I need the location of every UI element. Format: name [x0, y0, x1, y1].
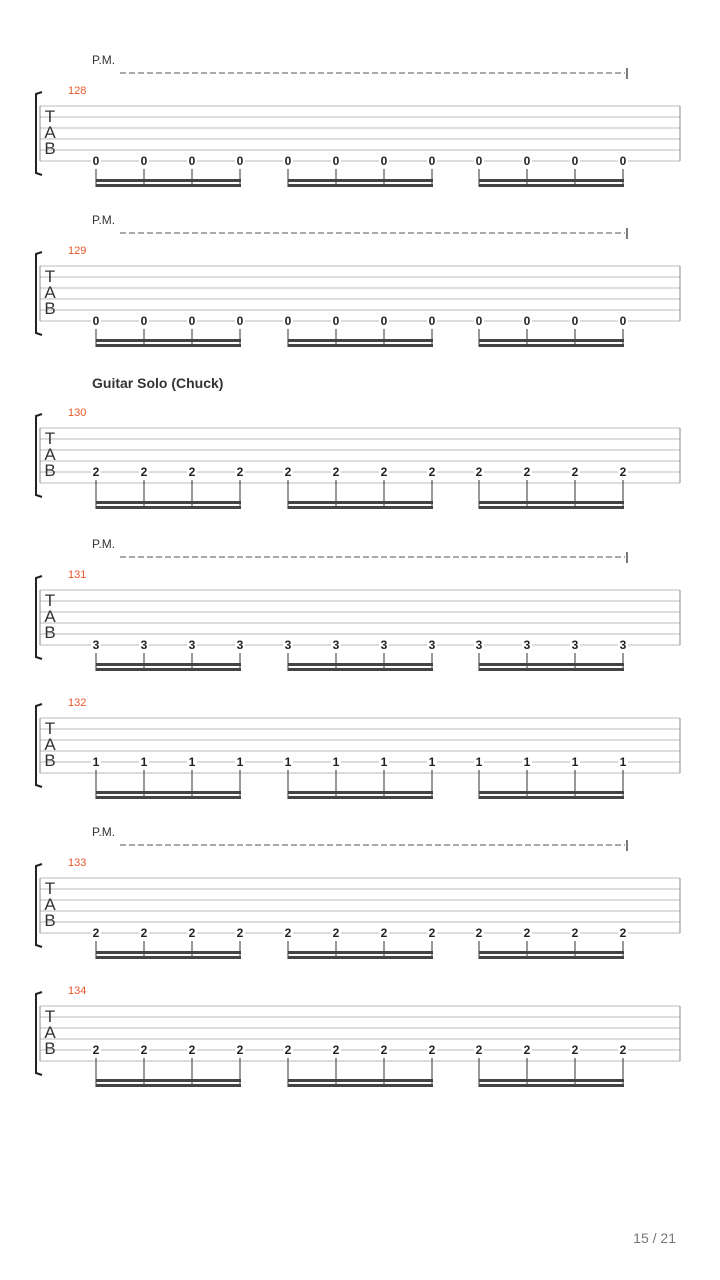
fret-number: 2: [523, 926, 531, 940]
tab-clef-letter: B: [44, 623, 56, 642]
fret-number: 2: [428, 926, 436, 940]
beam-secondary: [288, 184, 433, 187]
beam-primary: [479, 179, 624, 182]
bar-number: 132: [68, 697, 87, 709]
fret-number: 0: [475, 314, 483, 328]
fret-number: 0: [475, 154, 483, 168]
fret-number: 0: [523, 154, 531, 168]
system-bracket: [36, 704, 42, 787]
beam-secondary: [479, 506, 624, 509]
fret-number: 0: [332, 314, 340, 328]
beam-secondary: [96, 344, 241, 347]
fret-number: 2: [188, 926, 196, 940]
fret-number: 2: [571, 926, 579, 940]
tab-clef-letter: A: [44, 445, 56, 464]
fret-number: 2: [236, 926, 244, 940]
beam-primary: [288, 951, 433, 954]
beam-secondary: [96, 956, 241, 959]
beam-secondary: [479, 956, 624, 959]
fret-number: 2: [619, 465, 627, 479]
fret-number: 2: [619, 1043, 627, 1057]
tab-clef-letter: T: [44, 429, 56, 448]
fret-number: 0: [332, 154, 340, 168]
fret-number: 2: [380, 1043, 388, 1057]
fret-number: 2: [475, 465, 483, 479]
bar-number: 129: [68, 245, 87, 257]
fret-number: 0: [619, 314, 627, 328]
tab-clef-letter: A: [44, 735, 56, 754]
tab-system: [36, 985, 680, 1087]
palm-mute-label: P.M.: [92, 537, 116, 551]
tab-system: [36, 375, 680, 509]
fret-number: 0: [284, 314, 292, 328]
beam-primary: [96, 339, 241, 342]
fret-number: 0: [619, 154, 627, 168]
beam-secondary: [479, 184, 624, 187]
tab-clef-letter: B: [44, 1039, 56, 1058]
beam-primary: [479, 951, 624, 954]
fret-number: 0: [284, 154, 292, 168]
fret-number: 3: [284, 638, 292, 652]
palm-mute-label: P.M.: [92, 213, 116, 227]
beam-secondary: [288, 668, 433, 671]
palm-mute-label: P.M.: [92, 825, 116, 839]
system-bracket: [36, 864, 42, 947]
beam-primary: [288, 179, 433, 182]
fret-number: 2: [236, 1043, 244, 1057]
fret-number: 3: [619, 638, 627, 652]
beam-secondary: [96, 668, 241, 671]
tab-clef-letter: T: [44, 719, 56, 738]
fret-number: 3: [571, 638, 579, 652]
beam-primary: [479, 1079, 624, 1082]
fret-number: 1: [236, 755, 244, 769]
tab-system: [36, 213, 680, 347]
beam-secondary: [288, 956, 433, 959]
fret-number: 2: [380, 926, 388, 940]
tab-clef-letter: B: [44, 139, 56, 158]
beam-primary: [96, 663, 241, 666]
beam-primary: [479, 339, 624, 342]
fret-number: 0: [140, 314, 148, 328]
tab-clef-letter: T: [44, 107, 56, 126]
fret-number: 1: [619, 755, 627, 769]
tab-clef-letter: A: [44, 895, 56, 914]
fret-number: 3: [188, 638, 196, 652]
fret-number: 0: [428, 154, 436, 168]
beam-secondary: [288, 344, 433, 347]
tab-system: [36, 697, 680, 799]
fret-number: 2: [92, 465, 100, 479]
bar-number: 134: [68, 985, 87, 997]
fret-number: 3: [236, 638, 244, 652]
beam-secondary: [479, 344, 624, 347]
beam-secondary: [288, 506, 433, 509]
fret-number: 0: [380, 314, 388, 328]
fret-number: 2: [428, 1043, 436, 1057]
fret-number: 1: [571, 755, 579, 769]
beam-primary: [96, 1079, 241, 1082]
beam-primary: [288, 339, 433, 342]
fret-number: 2: [332, 465, 340, 479]
beam-primary: [479, 791, 624, 794]
fret-number: 0: [92, 314, 100, 328]
fret-number: 2: [188, 1043, 196, 1057]
bar-number: 131: [68, 569, 87, 581]
beam-secondary: [479, 668, 624, 671]
palm-mute-label: P.M.: [92, 53, 116, 67]
fret-number: 0: [523, 314, 531, 328]
tab-system: [36, 825, 680, 959]
fret-number: 2: [284, 465, 292, 479]
beam-primary: [288, 663, 433, 666]
beam-primary: [288, 791, 433, 794]
tab-clef-letter: B: [44, 911, 56, 930]
section-label: Guitar Solo (Chuck): [92, 375, 224, 391]
fret-number: 2: [284, 1043, 292, 1057]
page-number: 15 / 21: [633, 1230, 676, 1246]
fret-number: 3: [475, 638, 483, 652]
fret-number: 0: [236, 314, 244, 328]
fret-number: 2: [140, 465, 148, 479]
fret-number: 3: [92, 638, 100, 652]
beam-primary: [96, 791, 241, 794]
fret-number: 2: [428, 465, 436, 479]
beam-primary: [96, 951, 241, 954]
tab-clef-letter: T: [44, 267, 56, 286]
fret-number: 2: [236, 465, 244, 479]
system-bracket: [36, 992, 42, 1075]
system-bracket: [36, 252, 42, 335]
system-bracket: [36, 92, 42, 175]
fret-number: 1: [428, 755, 436, 769]
tab-clef-letter: A: [44, 1023, 56, 1042]
beam-secondary: [96, 506, 241, 509]
bar-number: 128: [68, 85, 87, 97]
fret-number: 0: [571, 154, 579, 168]
fret-number: 1: [284, 755, 292, 769]
tab-clef-letter: A: [44, 283, 56, 302]
bar-number: 133: [68, 857, 87, 869]
fret-number: 1: [523, 755, 531, 769]
fret-number: 2: [188, 465, 196, 479]
tab-clef-letter: B: [44, 461, 56, 480]
fret-number: 3: [380, 638, 388, 652]
fret-number: 2: [332, 926, 340, 940]
fret-number: 2: [140, 926, 148, 940]
system-bracket: [36, 414, 42, 497]
fret-number: 1: [380, 755, 388, 769]
fret-number: 0: [571, 314, 579, 328]
fret-number: 0: [92, 154, 100, 168]
fret-number: 0: [188, 154, 196, 168]
beam-primary: [479, 663, 624, 666]
fret-number: 0: [236, 154, 244, 168]
fret-number: 3: [523, 638, 531, 652]
system-bracket: [36, 576, 42, 659]
tab-clef-letter: T: [44, 591, 56, 610]
fret-number: 2: [571, 1043, 579, 1057]
fret-number: 3: [140, 638, 148, 652]
fret-number: 2: [140, 1043, 148, 1057]
tab-clef-letter: B: [44, 299, 56, 318]
beam-secondary: [479, 1084, 624, 1087]
fret-number: 0: [188, 314, 196, 328]
beam-secondary: [96, 796, 241, 799]
fret-number: 3: [428, 638, 436, 652]
fret-number: 2: [332, 1043, 340, 1057]
fret-number: 0: [380, 154, 388, 168]
beam-primary: [479, 501, 624, 504]
fret-number: 2: [523, 465, 531, 479]
beam-primary: [288, 501, 433, 504]
fret-number: 1: [332, 755, 340, 769]
beam-primary: [96, 179, 241, 182]
fret-number: 2: [92, 926, 100, 940]
fret-number: 2: [380, 465, 388, 479]
beam-primary: [96, 501, 241, 504]
bar-number: 130: [68, 407, 87, 419]
beam-secondary: [96, 1084, 241, 1087]
fret-number: 1: [140, 755, 148, 769]
fret-number: 2: [92, 1043, 100, 1057]
tab-clef-letter: A: [44, 123, 56, 142]
tab-clef-letter: T: [44, 879, 56, 898]
fret-number: 2: [475, 926, 483, 940]
fret-number: 3: [332, 638, 340, 652]
tab-system: [36, 537, 680, 671]
beam-secondary: [288, 1084, 433, 1087]
fret-number: 2: [619, 926, 627, 940]
fret-number: 1: [188, 755, 196, 769]
fret-number: 2: [523, 1043, 531, 1057]
tab-clef-letter: A: [44, 607, 56, 626]
fret-number: 1: [92, 755, 100, 769]
beam-secondary: [479, 796, 624, 799]
beam-secondary: [96, 184, 241, 187]
fret-number: 0: [428, 314, 436, 328]
fret-number: 2: [284, 926, 292, 940]
fret-number: 2: [571, 465, 579, 479]
tab-system: [36, 53, 680, 187]
tab-clef-letter: B: [44, 751, 56, 770]
fret-number: 1: [475, 755, 483, 769]
tab-clef-letter: T: [44, 1007, 56, 1026]
beam-secondary: [288, 796, 433, 799]
fret-number: 2: [475, 1043, 483, 1057]
beam-primary: [288, 1079, 433, 1082]
fret-number: 0: [140, 154, 148, 168]
